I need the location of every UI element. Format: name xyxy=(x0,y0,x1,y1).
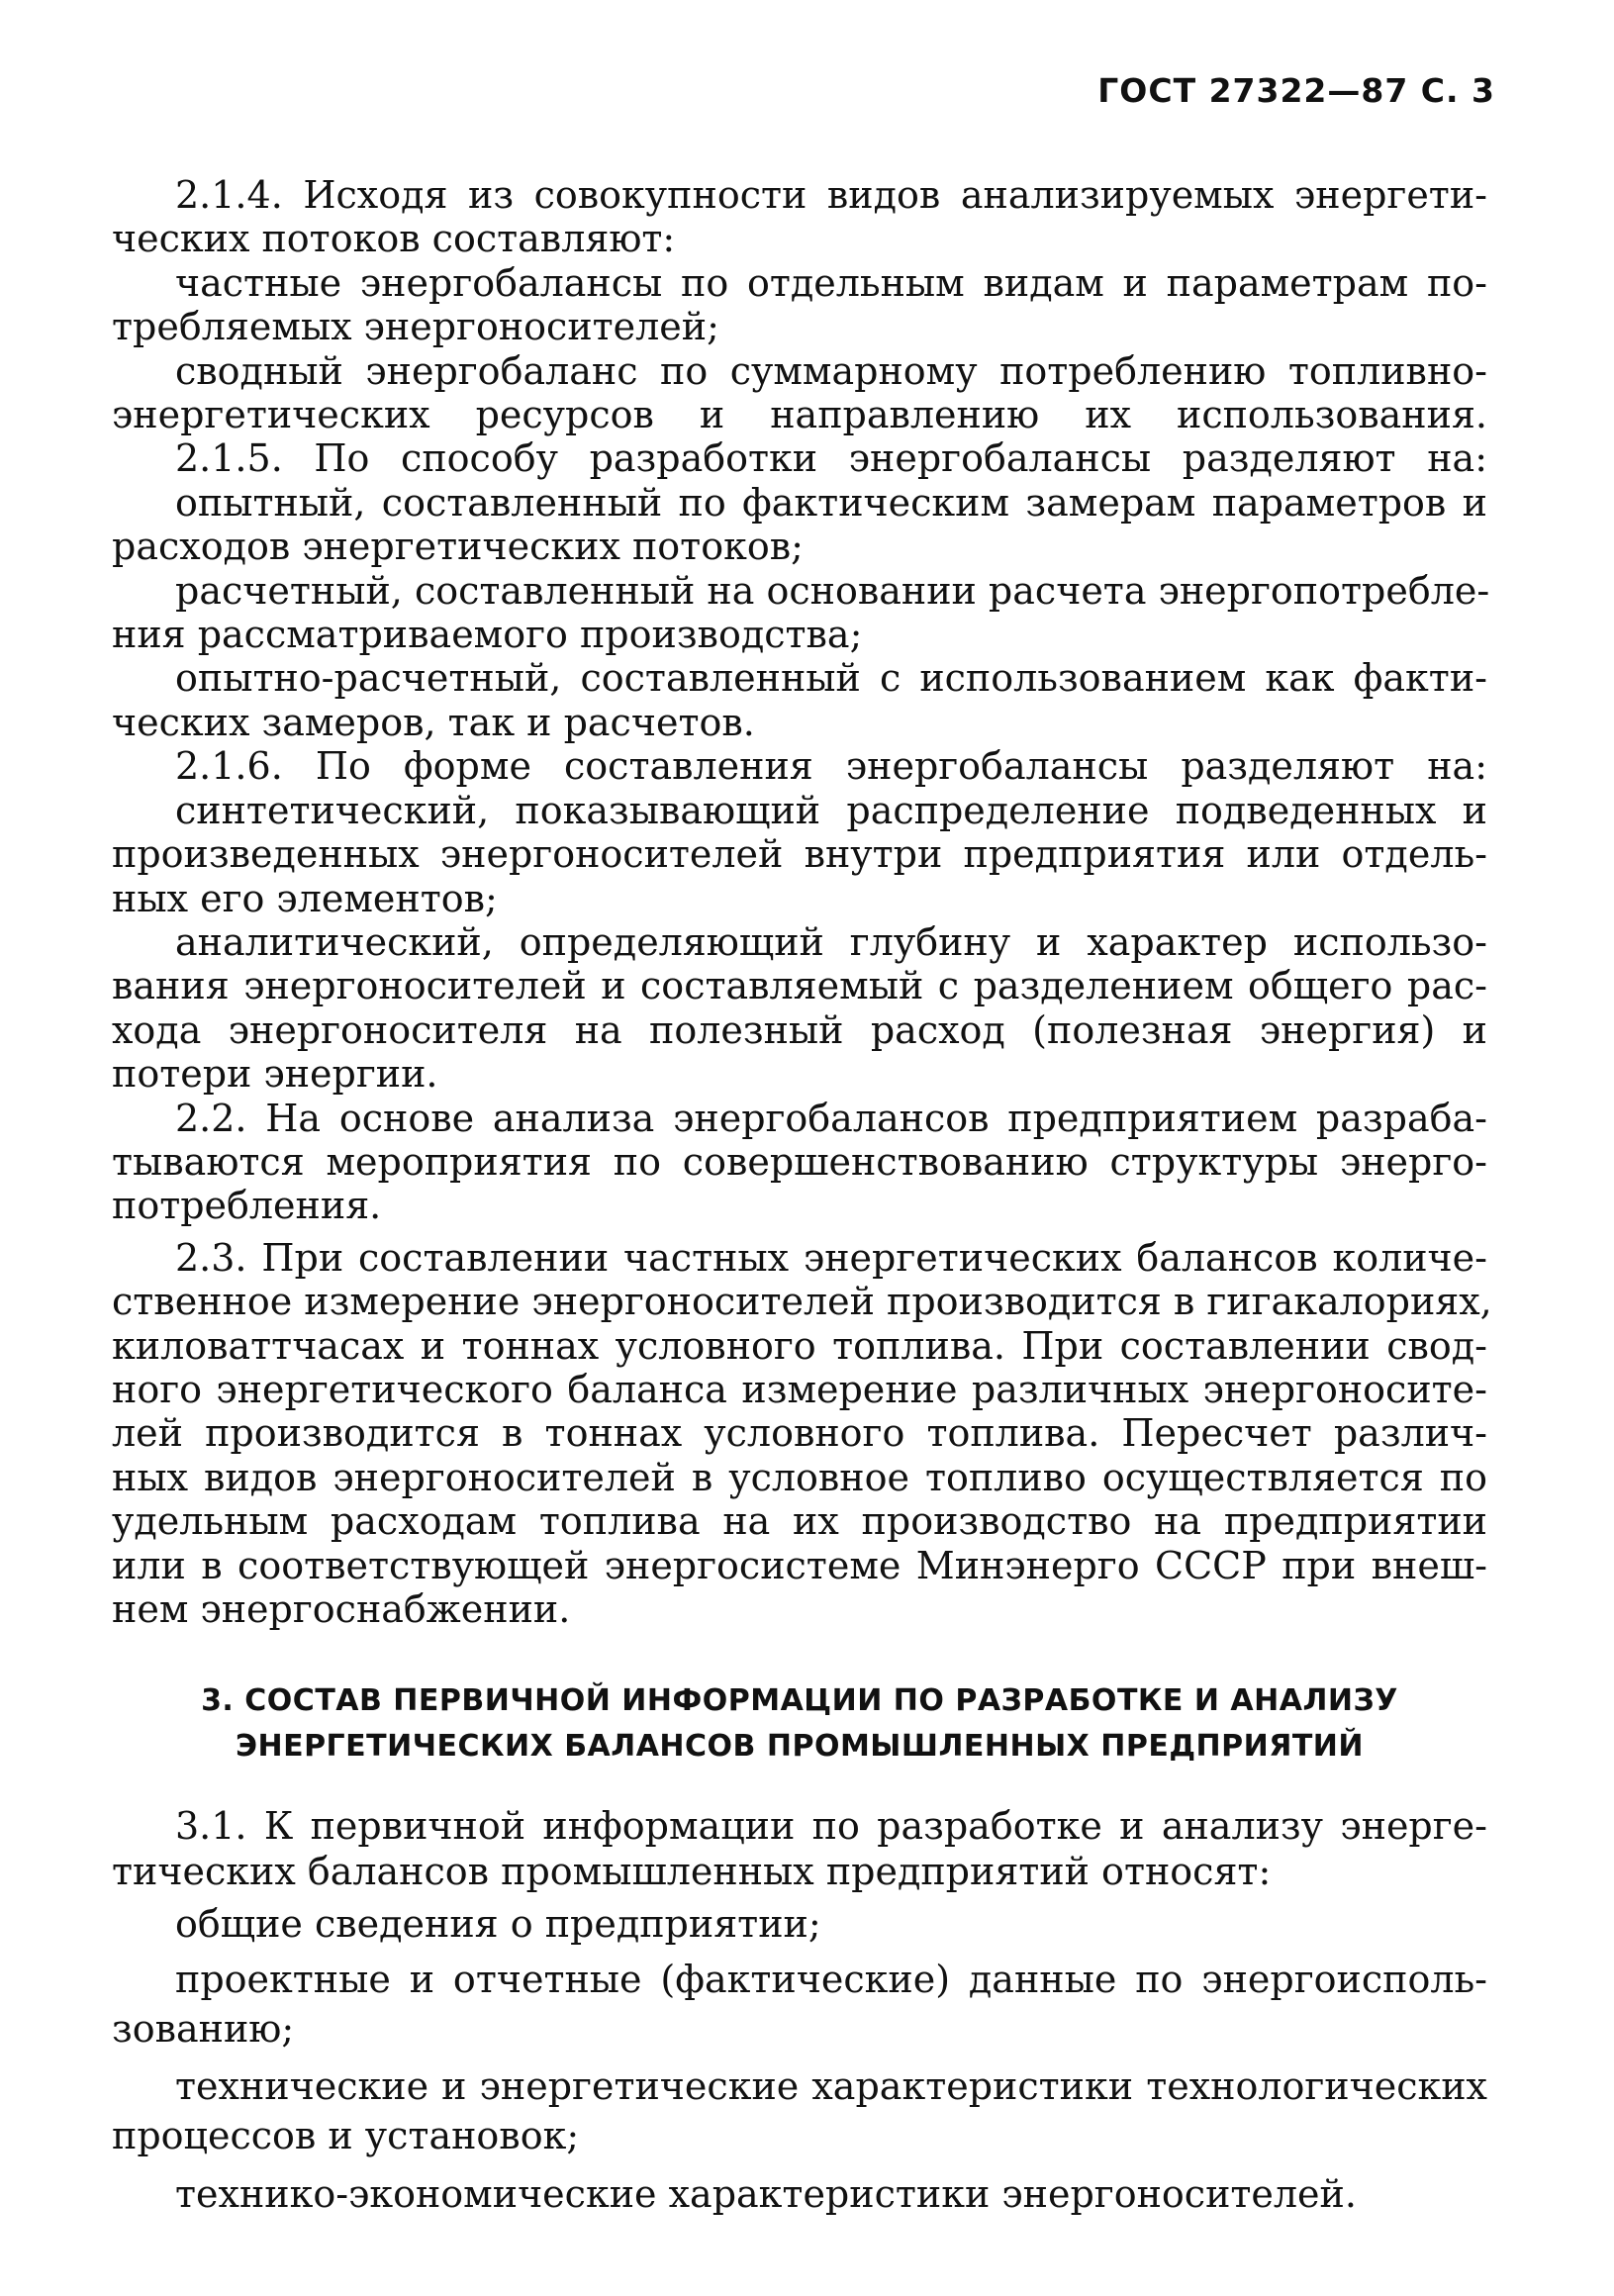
text-line: расходов энергетических потоков; xyxy=(112,525,804,569)
text-line: 2.1.6. По форме составления энергобалансы разделяют на: xyxy=(175,744,1487,789)
document-body xyxy=(112,173,1492,2225)
section-heading xyxy=(112,1678,1487,1770)
text-line: лей производится в тоннах условного топлива. Пересчет различ- xyxy=(112,1411,1487,1456)
paragraph xyxy=(112,2061,1487,2160)
paragraph xyxy=(112,481,1487,569)
text-line: технико-экономические характеристики энергоносителей. xyxy=(175,2172,1357,2217)
text-line: или в соответствующей энергосистеме Минэнерго СССР при внеш- xyxy=(112,1543,1487,1587)
heading-line: ЭНЕРГЕТИЧЕСКИХ БАЛАНСОВ ПРОМЫШЛЕННЫХ ПРЕДПРИЯТИЙ xyxy=(235,1729,1365,1765)
running-head: ГОСТ 27322—87 С. 3 xyxy=(1097,71,1495,110)
text-line: сводный энергобаланс по суммарному потреблению топливно- xyxy=(175,348,1487,393)
text-line: 2.3. При составлении частных энергетических балансов количе- xyxy=(175,1235,1487,1280)
heading-line: 3. СОСТАВ ПЕРВИЧНОЙ ИНФОРМАЦИИ ПО РАЗРАБОТКЕ И АНАЛИЗУ xyxy=(201,1683,1398,1719)
text-line: зованию; xyxy=(112,2007,295,2052)
text-line: ственное измерение энергоносителей производится в гигакалориях, xyxy=(112,1280,1492,1324)
paragraph xyxy=(112,920,1487,1097)
text-line: удельным расходам топлива на их производство на предприятии xyxy=(112,1499,1487,1544)
text-line: опытно-расчетный, составленный с использованием как факти- xyxy=(175,656,1487,701)
text-line: 3.1. К первичной информации по разработке и анализу энерге- xyxy=(175,1804,1487,1849)
text-line: нем энергоснабжении. xyxy=(112,1587,571,1631)
text-line: частные энергобалансы по отдельным видам и параметрам по- xyxy=(175,260,1487,305)
text-line: синтетический, показывающий распределение подведенных и xyxy=(175,788,1487,832)
text-line: ных его элементов; xyxy=(112,876,498,920)
text-line: ных видов энергоносителей в условное топливо осуществляется по xyxy=(112,1455,1487,1499)
text-line: процессов и установок; xyxy=(112,2114,580,2158)
text-line: энергетических ресурсов и направлению их использования. xyxy=(112,393,1487,437)
text-line: тываются мероприятия по совершенствованию структуры энерго- xyxy=(112,1139,1487,1184)
text-line: 2.1.5. По способу разработки энергобалансы разделяют на: xyxy=(175,436,1487,481)
paragraph xyxy=(112,436,1487,480)
text-line: потери энергии. xyxy=(112,1052,438,1097)
text-line: хода энергоносителя на полезный расход (полезная энергия) и xyxy=(112,1007,1487,1052)
paragraph xyxy=(112,1894,1487,1955)
paragraph xyxy=(112,349,1487,437)
text-line: общие сведения о предприятии; xyxy=(175,1902,821,1947)
text-line: ческих замеров, так и расчетов. xyxy=(112,700,755,744)
text-line: потребления. xyxy=(112,1184,382,1228)
paragraph xyxy=(112,568,1490,657)
text-line: опытный, составленный по фактическим замерам параметров и xyxy=(175,480,1487,525)
paragraph xyxy=(112,2164,1487,2225)
text-line: технические и энергетические характеристики технологических xyxy=(175,2064,1487,2109)
text-line: тических балансов промышленных предприятий относят: xyxy=(112,1850,1272,1894)
text-line: ного энергетического баланса измерение различных энергоносите- xyxy=(112,1367,1487,1411)
text-line: требляемых энергоносителей; xyxy=(112,305,719,349)
text-line: ния рассматриваемого производства; xyxy=(112,613,863,657)
text-line: 2.1.4. Исходя из совокупности видов анализируемых энергети- xyxy=(175,173,1487,217)
paragraph xyxy=(112,1097,1487,1228)
text-line: вания энергоносителей и составляемый с разделением общего рас- xyxy=(112,964,1487,1008)
paragraph xyxy=(112,1235,1492,1632)
paragraph xyxy=(112,789,1487,920)
text-line: произведенных энергоносителей внутри предприятия или отдель- xyxy=(112,832,1487,877)
text-line: ческих потоков составляют: xyxy=(112,217,676,261)
paragraph xyxy=(112,1803,1487,1894)
paragraph xyxy=(112,744,1487,788)
text-line: киловаттчасах и тоннах условного топлива. При составлении свод- xyxy=(112,1323,1487,1368)
paragraph xyxy=(112,656,1487,744)
paragraph xyxy=(112,1955,1487,2054)
paragraph xyxy=(112,173,1487,261)
paragraph xyxy=(112,261,1487,349)
text-line: 2.2. На основе анализа энергобалансов предприятием разраба- xyxy=(175,1096,1487,1140)
text-line: расчетный, составленный на основании расчета энергопотребле- xyxy=(175,568,1490,613)
text-line: проектные и отчетные (фактические) данные по энергоисполь- xyxy=(175,1958,1487,2002)
section-3-body xyxy=(112,1803,1487,2225)
text-line: аналитический, определяющий глубину и характер использо- xyxy=(175,919,1487,964)
